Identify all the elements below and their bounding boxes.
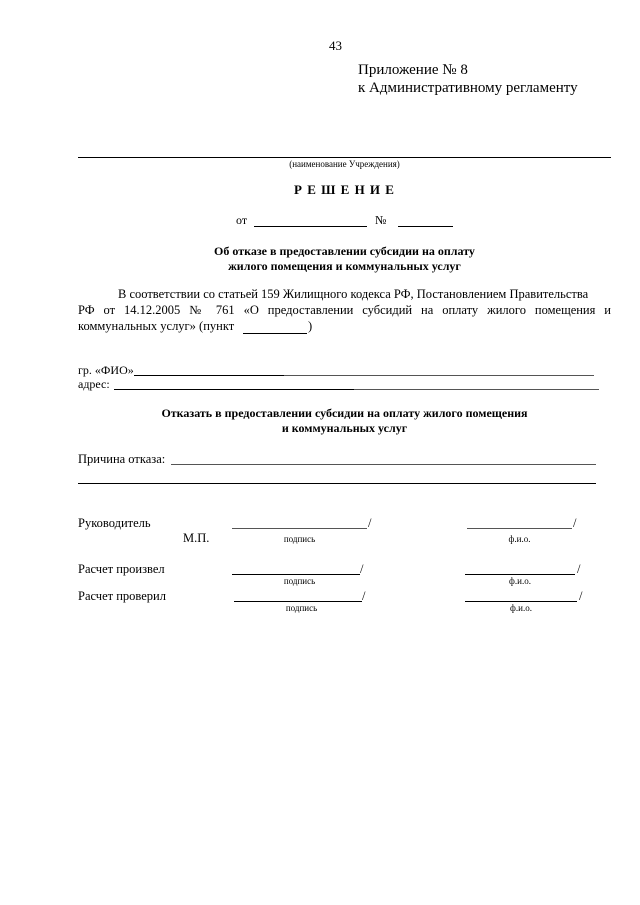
head-signature-caption: подпись <box>283 534 316 544</box>
calculated-name-field <box>465 574 575 575</box>
calculated-signature-caption: подпись <box>283 576 316 586</box>
checked-signature-slash: / <box>362 589 366 603</box>
appendix-title: Приложение № 8 <box>358 62 468 78</box>
citizen-field-ext <box>284 375 594 376</box>
citizen-label: гр. «ФИО» <box>78 363 134 377</box>
head-name-field <box>467 528 572 529</box>
institution-caption: (наименование Учреждения) <box>289 159 400 169</box>
head-signature-field <box>232 528 367 529</box>
institution-line <box>78 157 611 158</box>
citizen-field <box>134 375 284 376</box>
refusal-line-1: Отказать в предоставлении субсидии на оплату жилого помещения <box>161 406 528 420</box>
calculated-label: Расчет произвел <box>78 562 165 576</box>
calculated-name-caption: ф.и.о. <box>509 576 531 586</box>
reason-field-2 <box>78 483 596 484</box>
checked-name-slash: / <box>579 589 583 603</box>
decision-title: Р Е Ш Е Н И Е <box>294 182 395 197</box>
page-number: 43 <box>329 38 342 53</box>
address-label: адрес: <box>78 377 110 391</box>
reason-label: Причина отказа: <box>78 452 166 466</box>
checked-name-caption: ф.и.о. <box>510 603 532 613</box>
body-line-3-close: ) <box>308 319 313 333</box>
appendix-subtitle: к Административному регламенту <box>358 80 578 96</box>
reason-field <box>171 464 596 465</box>
calculated-signature-slash: / <box>360 562 364 576</box>
address-field-ext <box>354 389 599 390</box>
checked-label: Расчет проверил <box>78 589 166 603</box>
address-field <box>114 389 354 390</box>
subject-line-2: жилого помещения и коммунальных услуг <box>228 259 461 273</box>
checked-signature-field <box>234 601 362 602</box>
calculated-signature-field <box>232 574 360 575</box>
body-line-1: В соответствии со статьей 159 Жилищного кодекса РФ, Постановлением Правительства <box>118 287 589 301</box>
body-line-2: РФ от 14.12.2005 № 761 «О предоставлении субсидий на оплату жилого помещения и <box>78 303 611 317</box>
date-prefix: от <box>236 213 248 227</box>
number-prefix: № <box>375 213 387 227</box>
stamp-label: М.П. <box>183 531 210 545</box>
clause-field <box>243 333 307 334</box>
subject-line-1: Об отказе в предоставлении субсидии на оплату <box>214 244 475 258</box>
number-field <box>398 226 453 227</box>
date-field <box>254 226 367 227</box>
checked-signature-caption: подпись <box>285 603 318 613</box>
calculated-name-slash: / <box>577 562 581 576</box>
body-line-3: коммунальных услуг» (пункт <box>78 319 235 333</box>
head-name-caption: ф.и.о. <box>508 534 531 544</box>
head-name-slash: / <box>573 516 577 530</box>
checked-name-field <box>465 601 577 602</box>
head-label: Руководитель <box>78 516 151 530</box>
head-signature-slash: / <box>368 516 372 530</box>
refusal-line-2: и коммунальных услуг <box>281 421 408 435</box>
